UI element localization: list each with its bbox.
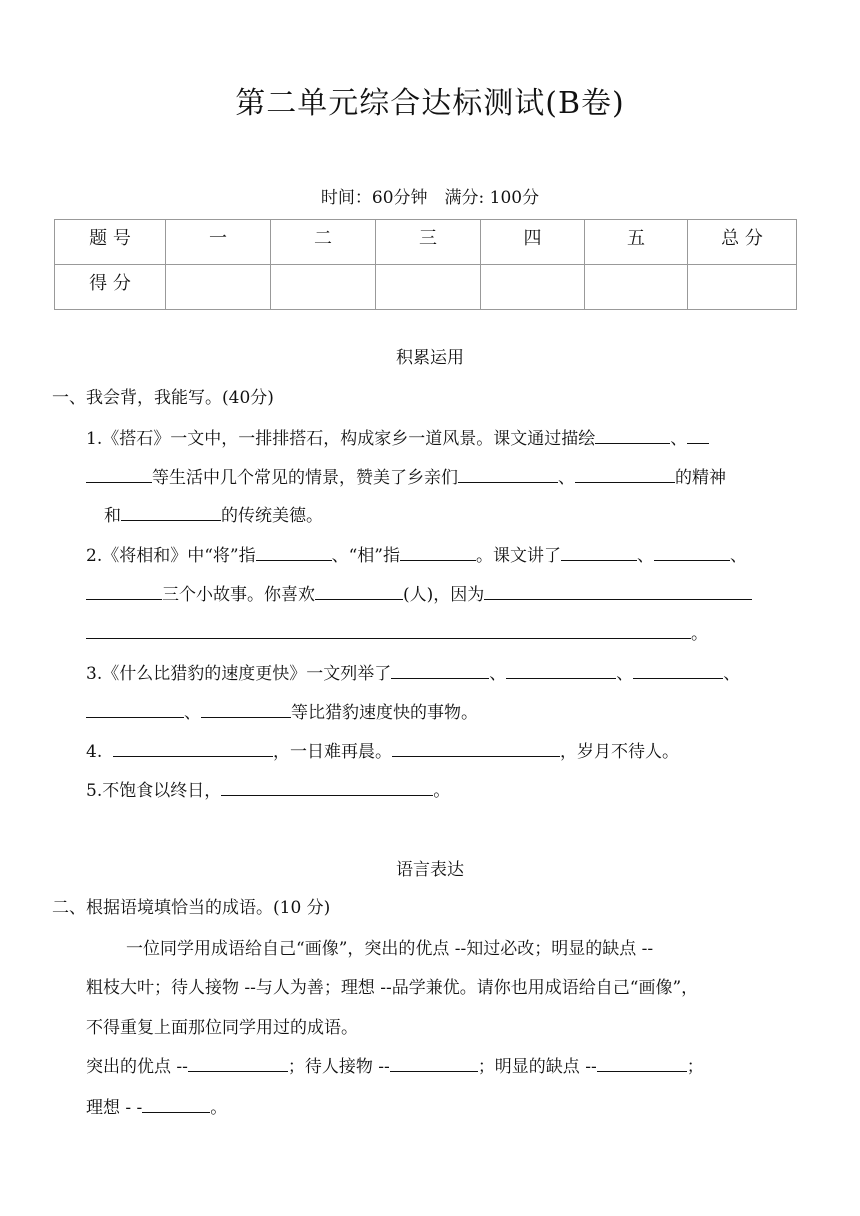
q4-line: 4. ，一日难再晨。 ，岁月不待人。 (86, 737, 679, 762)
blank[interactable] (86, 699, 184, 718)
score-header-cell: 总 分 (688, 220, 797, 265)
blank[interactable] (86, 581, 162, 600)
score-header-cell: 五 (585, 220, 688, 265)
blank[interactable] (687, 425, 709, 444)
score-input-cell[interactable] (481, 265, 585, 310)
part-one-title: 一、我会背，我能写。(40分) (52, 388, 274, 408)
blank[interactable] (561, 542, 637, 561)
blank[interactable] (256, 542, 332, 561)
blank[interactable] (506, 660, 616, 679)
blank[interactable] (400, 542, 476, 561)
score-header-cell: 四 (481, 220, 585, 265)
blank[interactable] (86, 620, 691, 639)
blank[interactable] (597, 1053, 687, 1072)
score-input-cell[interactable] (585, 265, 688, 310)
paragraph-line: 不得重复上面那位同学用过的成语。 (86, 1018, 358, 1038)
score-table-score-row (55, 265, 797, 310)
blank[interactable] (390, 1053, 478, 1072)
exam-meta: 时间：60分钟 满分: 100分 (320, 188, 540, 208)
q3-line1: 3.《什么比猎豹的速度更快》一文列举了 、 、 、 (86, 659, 740, 684)
score-input-cell[interactable] (166, 265, 271, 310)
page-title: 第二单元综合达标测试(B卷) (235, 86, 625, 121)
score-input-cell[interactable] (688, 265, 797, 310)
blank[interactable] (201, 699, 291, 718)
q3-line2: 、 等比猎豹速度快的事物。 (86, 698, 478, 723)
idiom-fill-line: 理想 - - 。 (86, 1093, 227, 1118)
score-header-cell: 二 (271, 220, 376, 265)
idiom-fill-line: 突出的优点 -- ；待人接物 -- ；明显的缺点 -- ； (86, 1052, 704, 1077)
blank[interactable] (458, 464, 558, 483)
blank[interactable] (633, 660, 723, 679)
blank[interactable] (113, 738, 273, 757)
blank[interactable] (654, 542, 730, 561)
paragraph-line: 一位同学用成语给自己“画像”，突出的优点 --知过必改；明显的缺点 -- (126, 939, 654, 959)
q2-line1: 2.《将相和》中“将”指 、“相”指 。课文讲了 、 、 (86, 541, 747, 566)
score-header-cell: 题 号 (55, 220, 166, 265)
q2-line3: 。 (86, 619, 708, 644)
part-two-title: 二、根据语境填恰当的成语。(10 分) (52, 898, 331, 918)
score-row-label: 得 分 (55, 265, 166, 310)
score-header-cell: 一 (166, 220, 271, 265)
blank[interactable] (188, 1053, 288, 1072)
paragraph-line: 粗枝大叶；待人接物 --与人为善；理想 --品学兼优。请你也用成语给自己“画像”， (86, 978, 699, 998)
score-table-header-row (55, 220, 797, 265)
score-header-cell: 三 (376, 220, 481, 265)
q1-line1: 1.《搭石》一文中，一排排搭石，构成家乡一道风景。课文通过描绘 、 (86, 424, 709, 449)
blank[interactable] (595, 425, 670, 444)
section-heading-expression: 语言表达 (396, 860, 464, 880)
blank[interactable] (391, 660, 489, 679)
q1-line2: 等生活中几个常见的情景，赞美了乡亲们 、 的精神 (86, 463, 726, 488)
blank[interactable] (575, 464, 675, 483)
score-table (54, 219, 797, 310)
section-heading-accumulation: 积累运用 (396, 348, 464, 368)
blank[interactable] (86, 464, 152, 483)
score-input-cell[interactable] (376, 265, 481, 310)
blank[interactable] (484, 581, 752, 600)
blank[interactable] (142, 1094, 210, 1113)
blank[interactable] (392, 738, 560, 757)
q2-line2: 三个小故事。你喜欢 (人)，因为 (86, 580, 752, 605)
q1-line3: 和 的传统美德。 (104, 501, 323, 526)
blank[interactable] (315, 581, 403, 600)
blank[interactable] (121, 502, 221, 521)
score-input-cell[interactable] (271, 265, 376, 310)
q5-line: 5.不饱食以终日， 。 (86, 776, 450, 801)
blank[interactable] (221, 777, 433, 796)
